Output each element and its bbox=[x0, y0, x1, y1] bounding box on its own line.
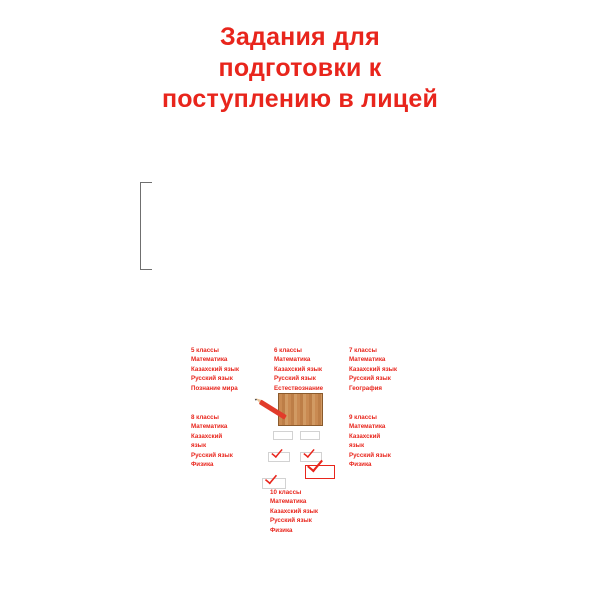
subject-item: Математика bbox=[191, 356, 228, 364]
class-block-grade-6 bbox=[274, 346, 323, 393]
subject-item: Физика bbox=[349, 461, 372, 469]
subject-item: Русский язык bbox=[349, 451, 391, 459]
subject-item: Математика bbox=[270, 498, 307, 506]
class-header: 6 классы bbox=[274, 347, 302, 354]
subject-item: Математика bbox=[191, 423, 228, 431]
checkbox-icon bbox=[273, 431, 293, 440]
subject-item: География bbox=[349, 384, 383, 392]
class-block-grade-5 bbox=[191, 346, 239, 393]
subject-item: Казахский язык bbox=[270, 507, 319, 515]
subject-item: Математика bbox=[274, 356, 311, 364]
subject-item: Русский язык bbox=[191, 451, 233, 459]
subject-item: Физика bbox=[191, 461, 214, 469]
class-block-grade-10 bbox=[270, 488, 318, 535]
bracket-decoration bbox=[140, 182, 152, 270]
class-header: 10 классы bbox=[270, 489, 302, 496]
title-line-1: Задания для bbox=[220, 23, 380, 51]
class-block-grade-9 bbox=[349, 413, 391, 469]
title-line-2: подготовки к bbox=[218, 54, 382, 82]
subject-item: Казахский bbox=[191, 432, 223, 440]
subject-item: Математика bbox=[349, 423, 386, 431]
title-line-3: поступлению в лицей bbox=[161, 85, 439, 113]
subject-item: Казахский язык bbox=[191, 365, 240, 373]
subject-item: Казахский bbox=[349, 432, 381, 440]
class-block-grade-8 bbox=[191, 413, 233, 469]
subject-item: Казахский язык bbox=[274, 365, 323, 373]
subject-item: Математика bbox=[349, 356, 386, 364]
class-subject-cluster bbox=[186, 340, 426, 545]
subject-item: Естествознание bbox=[274, 384, 324, 392]
subject-item: Русский язык bbox=[270, 517, 312, 525]
class-header: 8 классы bbox=[191, 414, 219, 421]
class-header: 7 классы bbox=[349, 347, 377, 354]
class-block-grade-7 bbox=[349, 346, 397, 393]
subject-item: Русский язык bbox=[274, 375, 316, 383]
checkbox-icon bbox=[300, 431, 320, 440]
class-header: 5 классы bbox=[191, 347, 219, 354]
subject-item: Физика bbox=[270, 526, 293, 534]
subject-item: Русский язык bbox=[349, 375, 391, 383]
subject-item: язык bbox=[191, 442, 207, 450]
subject-item: язык bbox=[349, 442, 365, 450]
subject-item: Казахский язык bbox=[349, 365, 398, 373]
subject-item: Познание мира bbox=[191, 384, 238, 392]
wooden-board-icon bbox=[278, 393, 323, 426]
subject-item: Русский язык bbox=[191, 375, 233, 383]
class-header: 9 классы bbox=[349, 414, 377, 421]
page-title bbox=[0, 22, 600, 115]
